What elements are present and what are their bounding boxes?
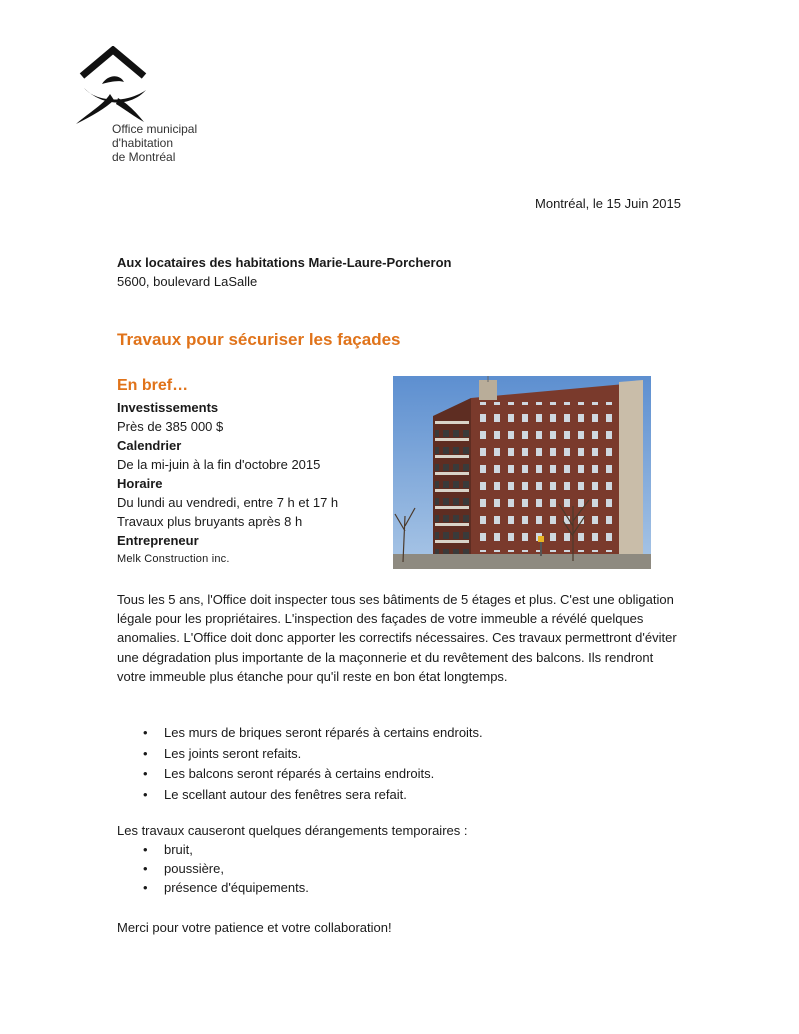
main-paragraph: Tous les 5 ans, l'Office doit inspecter tous ses bâtiments de 5 étages et plus. C'est une obligation légale pour les propriétaires. L'inspection des façades de votre immeuble a révélé quelques anomalies. L'Office doit donc apporter les correctifs nécessaires. Ces travaux permettront d'éviter une dégradation plus importante de la maçonnerie et du revêtement des balcons. Ils rendront votre immeuble plus étanche pour qu'il reste en bon état longtemps.	[117, 592, 677, 684]
logo-text	[112, 122, 197, 164]
addressee-line-2: 5600, boulevard LaSalle	[117, 274, 258, 289]
logo-line-3: de Montréal	[112, 150, 176, 164]
works-item: • Le scellant autour des fenêtres sera refait.	[117, 785, 677, 806]
works-item: • Les balcons seront réparés à certains endroits.	[117, 764, 677, 785]
omhm-logo-icon	[74, 46, 152, 126]
building-photo	[393, 376, 651, 569]
brief-label-contractor: Entrepreneur	[117, 533, 199, 548]
disturbance-item: • poussière,	[117, 859, 677, 878]
brief-label-investments: Investissements	[117, 400, 219, 415]
brief-section	[117, 376, 387, 569]
letter-title: Travaux pour sécuriser les façades	[117, 330, 401, 349]
brief-value-calendar: De la mi-juin à la fin d'octobre 2015	[117, 457, 321, 472]
brief-value-schedule: Du lundi au vendredi, entre 7 h et 17 h	[117, 495, 339, 510]
brief-value-investments: Près de 385 000 $	[117, 419, 224, 434]
logo-line-2: d'habitation	[112, 136, 174, 150]
disturbance-item: • présence d'équipements.	[117, 878, 677, 897]
addressee	[117, 253, 451, 291]
works-item: • Les murs de briques seront réparés à certains endroits.	[117, 723, 677, 744]
disturbance-item: • bruit,	[117, 840, 677, 859]
brief-value-contractor: Melk Construction inc.	[117, 553, 230, 565]
works-list	[117, 723, 677, 805]
works-item: • Les joints seront refaits.	[117, 744, 677, 765]
disturbances-intro: Les travaux causeront quelques dérangements temporaires :	[117, 823, 468, 838]
letter-date: Montréal, le 15 Juin 2015	[535, 196, 681, 211]
building-photo-illustration	[393, 376, 651, 569]
omhm-logo	[74, 46, 224, 166]
disturbances-list	[117, 840, 677, 897]
logo-line-1: Office municipal	[112, 122, 198, 136]
brief-label-calendar: Calendrier	[117, 438, 182, 453]
brief-heading: En bref…	[117, 377, 189, 394]
brief-value-schedule-noise: Travaux plus bruyants après 8 h	[117, 514, 303, 529]
closing-line: Merci pour votre patience et votre collaboration!	[117, 920, 392, 935]
brief-label-schedule: Horaire	[117, 476, 163, 491]
addressee-line-1: Aux locataires des habitations Marie-Laure-Porcheron	[117, 255, 452, 270]
